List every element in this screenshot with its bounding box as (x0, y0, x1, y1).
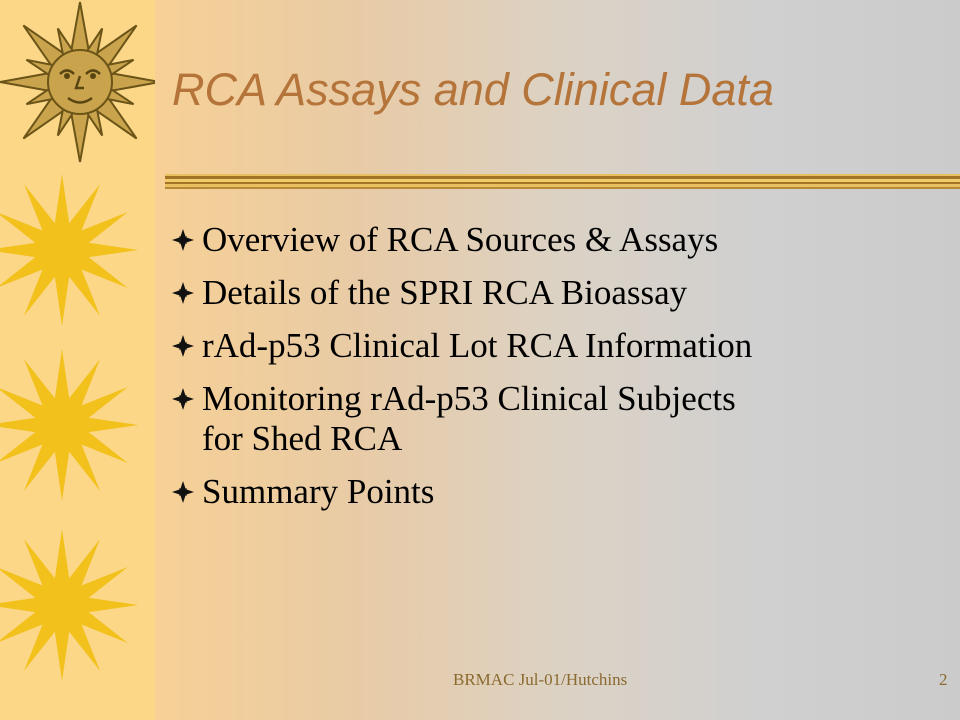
four-point-star-icon (172, 388, 194, 410)
sun-icon (0, 174, 138, 326)
decorative-side-band (0, 0, 155, 720)
four-point-star-icon (172, 282, 194, 304)
bullet-list (172, 220, 932, 525)
slide-title: RCA Assays and Clinical Data (172, 64, 774, 115)
bullet-text: Summary Points (202, 472, 435, 511)
sun-icon (0, 529, 138, 681)
bullet-item (172, 379, 932, 459)
bullet-item (172, 273, 932, 313)
four-point-star-icon (172, 229, 194, 251)
bullet-text-continuation: for Shed RCA (202, 419, 403, 458)
bullet-item (172, 220, 932, 260)
bullet-text: Overview of RCA Sources & Assays (202, 220, 719, 259)
sun-icon (0, 349, 138, 501)
side-suns-graphic (0, 0, 155, 720)
gold-sun-face-icon (0, 2, 155, 162)
bullet-item (172, 472, 932, 512)
four-point-star-icon (172, 335, 194, 357)
four-point-star-icon (172, 481, 194, 503)
bullet-text: rAd-p53 Clinical Lot RCA Information (202, 326, 753, 365)
title-divider-rule (165, 174, 960, 190)
page-number: 2 (939, 670, 948, 689)
bullet-text: Monitoring rAd-p53 Clinical Subjects (202, 379, 736, 418)
bullet-item (172, 326, 932, 366)
slide-footer: BRMAC Jul-01/Hutchins (453, 670, 628, 689)
bullet-text: Details of the SPRI RCA Bioassay (202, 273, 688, 312)
